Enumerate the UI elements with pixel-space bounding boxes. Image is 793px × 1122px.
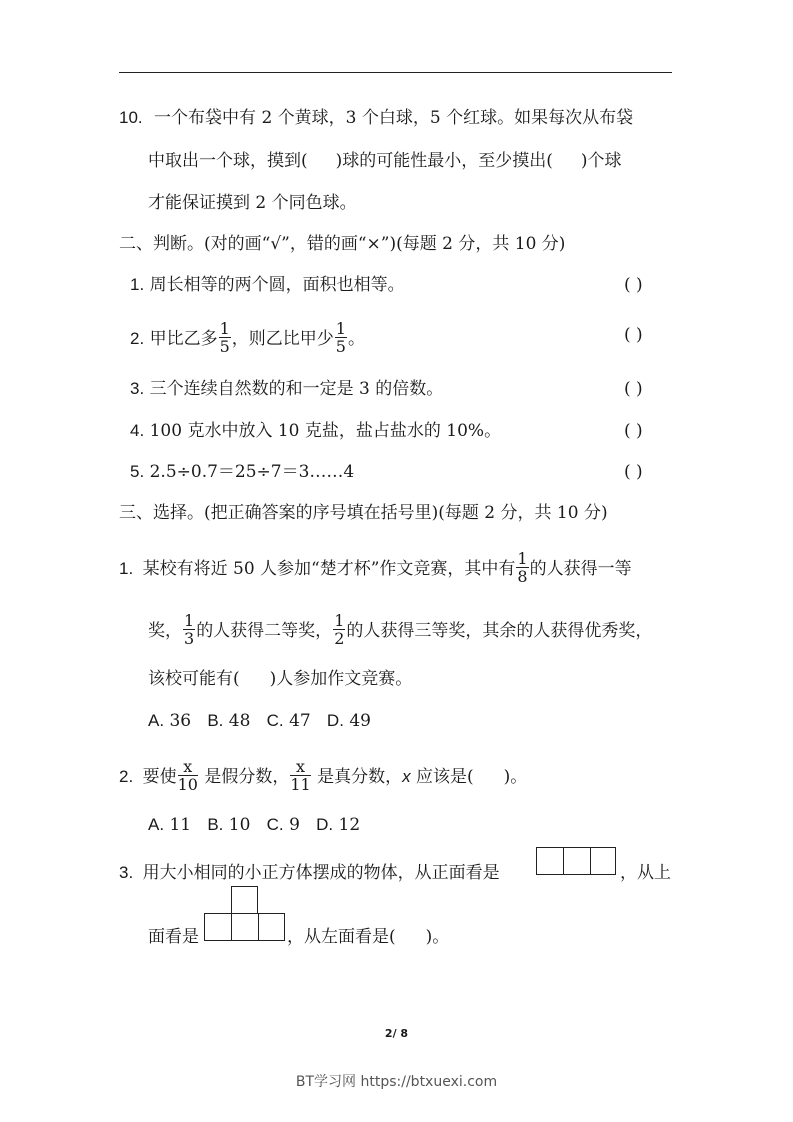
watermark-site: BT学习网 https://btxuexi.com bbox=[295, 1074, 498, 1090]
judgment-answer-5[interactable]: ( ) bbox=[624, 462, 643, 482]
top-view-diagram-lower bbox=[204, 913, 285, 941]
choice-question-2-options bbox=[148, 814, 360, 836]
option-a[interactable]: A. 36 bbox=[148, 711, 192, 731]
choice-question-1-line2: 奖， $\frac{1}{3}$ 的人获得二等奖， $\frac{1}{2}$ 的人获得三等奖，其余的人获得优秀奖， bbox=[148, 611, 653, 648]
fraction: $\frac{1}{2}$ bbox=[334, 611, 345, 648]
option-d[interactable]: D. 12 bbox=[316, 815, 361, 835]
fraction: $\frac{x}{10}$ bbox=[177, 757, 198, 794]
question-number: 10. bbox=[119, 108, 143, 127]
fraction: $\frac{1}{3}$ bbox=[184, 611, 195, 648]
choice-question-3-line1-end: ，从上 bbox=[620, 863, 671, 883]
choice-question-3-line2-end: ，从左面看是( )。 bbox=[287, 927, 450, 947]
page-number: 2/ 8 bbox=[384, 1027, 409, 1040]
judgment-item-5: 5. 2.5÷0.7＝25÷7＝3……4 bbox=[130, 462, 355, 482]
option-c[interactable]: C. 9 bbox=[266, 815, 300, 835]
judgment-item-2: 2. 甲比乙多 $\frac{1}{5}$ ，则乙比甲少 $\frac{1}{5}$ 。 bbox=[130, 319, 365, 356]
header-rule bbox=[119, 72, 672, 73]
option-b[interactable]: B. 10 bbox=[207, 815, 251, 835]
fraction: $\frac{1}{8}$ bbox=[517, 549, 528, 586]
choice-question-3-line1: 3. 用大小相同的小正方体摆成的物体，从正面看是 bbox=[119, 863, 500, 883]
option-a[interactable]: A. 11 bbox=[148, 815, 192, 835]
fraction: $\frac{x}{11}$ bbox=[290, 757, 311, 794]
question-10-line3: 才能保证摸到 2 个同色球。 bbox=[148, 193, 357, 213]
judgment-answer-4[interactable]: ( ) bbox=[624, 421, 643, 441]
choice-question-1-line1: 1. 某校有将近 50 人参加“楚才杯”作文竞赛，其中有 $\frac{1}{8}$ 的人获得一等 bbox=[119, 549, 632, 586]
fraction: $\frac{1}{5}$ bbox=[219, 319, 230, 356]
section-2-heading: 二、判断。(对的画“√”，错的画“×”)(每题 2 分，共 10 分) bbox=[119, 234, 566, 254]
choice-question-2-line1: 2. 要使 $\frac{x}{10}$ 是假分数， $\frac{x}{11}$ 是真分数，x 应该是( )。 bbox=[119, 757, 528, 794]
option-d[interactable]: D. 49 bbox=[326, 711, 371, 731]
judgment-answer-2[interactable]: ( ) bbox=[624, 325, 643, 345]
fraction: $\frac{1}{5}$ bbox=[335, 319, 346, 356]
judgment-item-3: 3. 三个连续自然数的和一定是 3 的倍数。 bbox=[130, 379, 444, 399]
judgment-answer-3[interactable]: ( ) bbox=[624, 379, 643, 399]
question-10-line1: 10. 一个布袋中有 2 个黄球，3 个白球，5 个红球。如果每次从布袋 bbox=[119, 108, 634, 128]
front-view-diagram bbox=[536, 847, 616, 875]
top-view-diagram-upper bbox=[231, 886, 258, 914]
judgment-item-4: 4. 100 克水中放入 10 克盐，盐占盐水的 10%。 bbox=[130, 421, 502, 441]
choice-question-1-line3: 该校可能有( )人参加作文竞赛。 bbox=[148, 669, 413, 689]
section-3-heading: 三、选择。(把正确答案的序号填在括号里)(每题 2 分，共 10 分) bbox=[119, 503, 608, 523]
choice-question-1-options bbox=[148, 710, 371, 732]
judgment-answer-1[interactable]: ( ) bbox=[624, 275, 643, 295]
option-c[interactable]: C. 47 bbox=[266, 711, 311, 731]
judgment-item-1: 1. 周长相等的两个圆，面积也相等。 bbox=[130, 275, 405, 295]
option-b[interactable]: B. 48 bbox=[207, 711, 251, 731]
question-10-line2: 中取出一个球，摸到( )球的可能性最小，至少摸出( )个球 bbox=[148, 151, 622, 171]
choice-question-3-line2-start: 面看是 bbox=[148, 927, 199, 947]
